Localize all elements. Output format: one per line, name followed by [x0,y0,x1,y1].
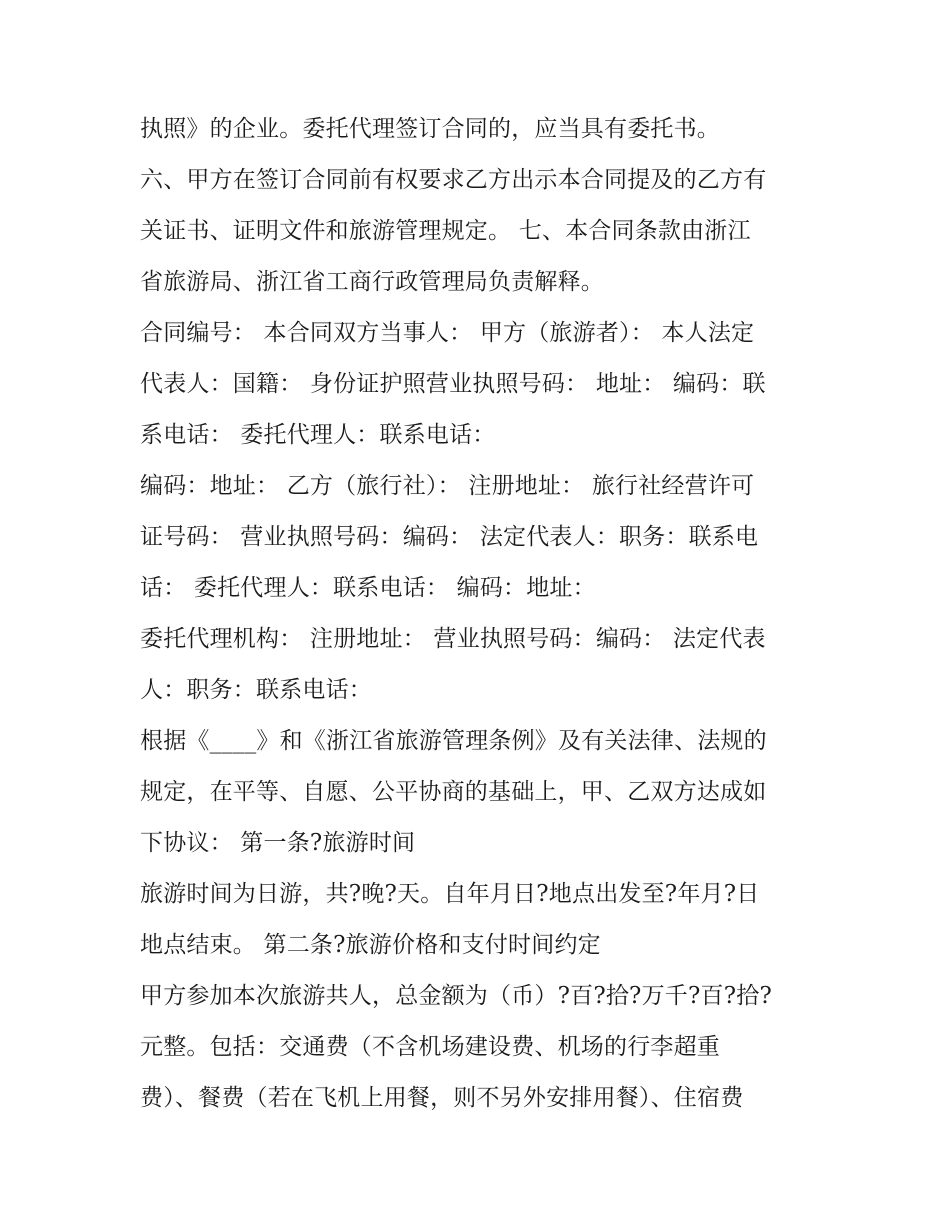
text-line: 合同编号： 本合同双方当事人： 甲方（旅游者）： 本人法定 [140,320,755,346]
text-line: 下协议： 第一条?旅游时间 [140,830,416,856]
text-line: 关证书、证明文件和旅游管理规定。 七、本合同条款由浙江 [140,218,751,244]
text-line: 证号码： 营业执照号码：编码： 法定代表人：职务：联系电 [140,524,759,550]
text-line: 编码：地址： 乙方（旅行社）： 注册地址： 旅行社经营许可 [140,473,755,499]
text-line: 根据《____》和《浙江省旅游管理条例》及有关法律、法规的 [140,728,767,754]
text-line: 规定，在平等、自愿、公平协商的基础上，甲、乙双方达成如 [140,779,767,805]
text-line: 委托代理机构： 注册地址： 营业执照号码：编码： 法定代表 [140,626,766,652]
text-line: 执照》的企业。委托代理签订合同的，应当具有委托书。 [140,116,720,142]
text-line: 费）、餐费（若在飞机上用餐，则不另外安排用餐）、住宿费 [140,1085,744,1111]
text-line: 代表人：国籍： 身份证护照营业执照号码： 地址： 编码：联 [140,371,766,397]
text-line: 甲方参加本次旅游共人，总金额为（币）?百?拾?万千?百?拾? [140,983,772,1009]
text-line: 省旅游局、浙江省工商行政管理局负责解释。 [140,269,604,295]
text-line: 话： 委托代理人：联系电话： 编码：地址： [140,575,596,601]
text-line: 系电话： 委托代理人：联系电话： [140,422,496,448]
text-line: 六、甲方在签订合同前有权要求乙方出示本合同提及的乙方有 [140,167,767,193]
text-line: 旅游时间为日游，共?晚?天。自年月日?地点出发至?年月?日 [140,881,760,907]
document-body [140,104,820,1124]
text-line: 元整。包括：交通费（不含机场建设费、机场的行李超重 [140,1034,720,1060]
text-line: 人：职务：联系电话： [140,677,372,703]
text-line: 地点结束。 第二条?旅游价格和支付时间约定 [140,932,601,958]
